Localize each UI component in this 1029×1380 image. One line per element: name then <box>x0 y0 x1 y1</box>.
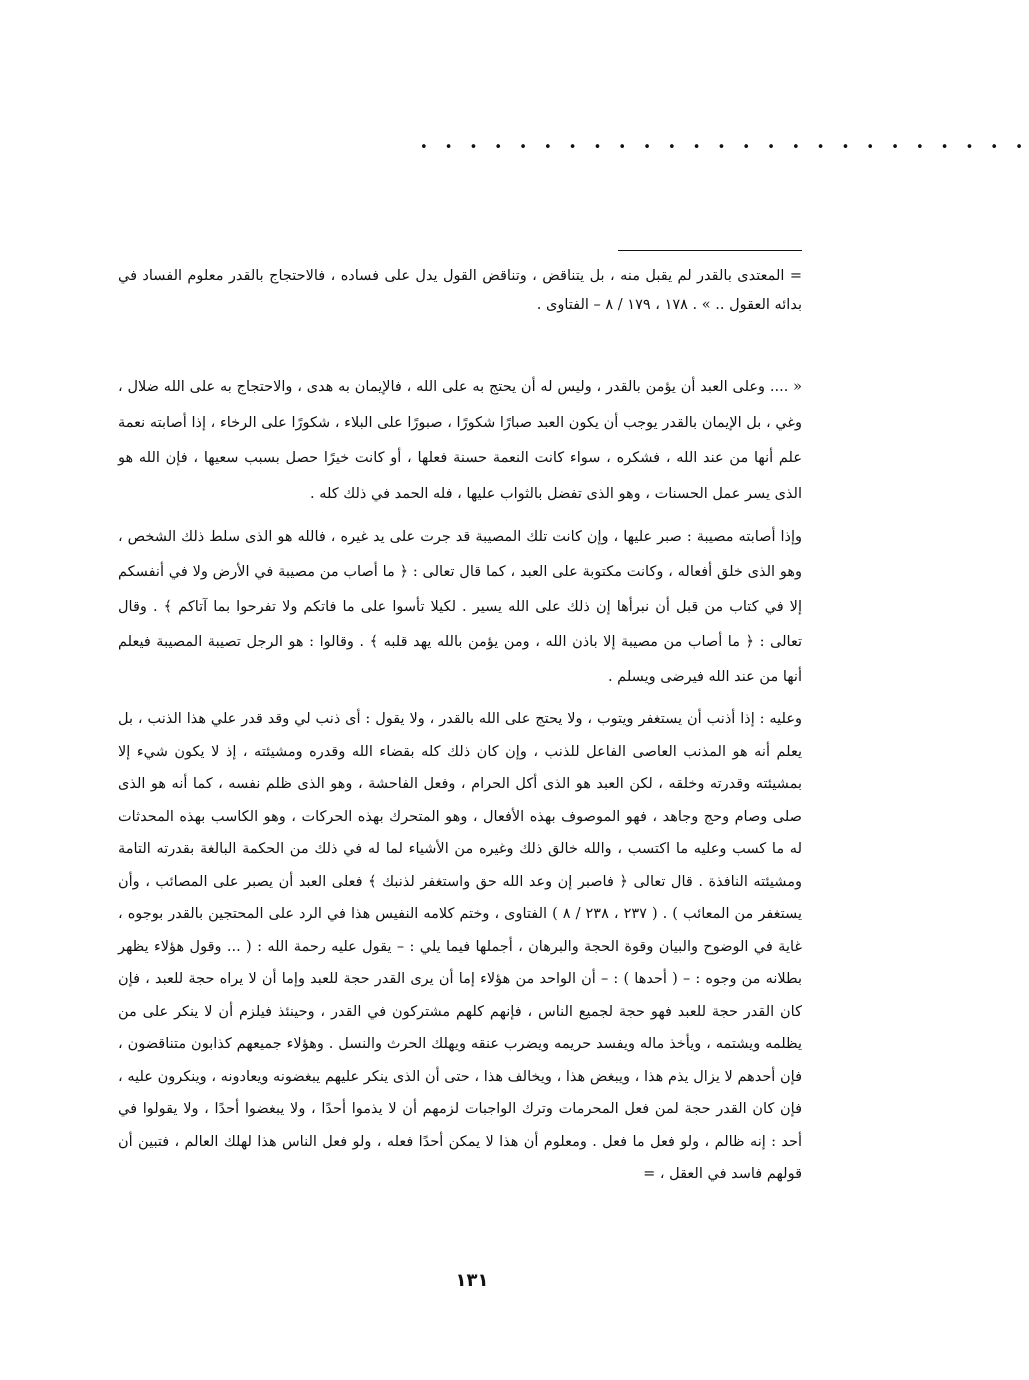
paragraph-1 <box>118 370 802 512</box>
paragraph-text: وإذا أصابته مصيبة : صبر عليها ، وإن كانت تلك المصيبة قد جرت على يد غيره ، فالله هو الذى سلط ذلك الشخص ، وهو الذى خلق أفعاله ، وكانت مكتوبة على العبد ، كما قال تعالى : ﴿ ما أصاب من مصيبة في الأرض ولا في أنفسكم إلا في كتاب من قبل أن نبرأها إن ذلك على الله يسير . لكيلا تأسوا على ما فاتكم ولا تفرحوا بما آتاكم ﴾ . وقال تعالى : ﴿ ما أصاب من مصيبة إلا باذن الله ، ومن يؤمن بالله يهد قلبه ﴾ . وقالوا : هو الرجل تصيبة المصيبة فيعلم أنها من عند الله فيرضى ويسلم . <box>118 529 802 685</box>
ornamental-dot-row: • • • • • • • • • • • • • • • • • • • • • • • • • <box>420 140 1029 155</box>
paragraph-2 <box>118 520 802 695</box>
paragraph-text: وعليه : إذا أذنب أن يستغفر ويتوب ، ولا يحتج على الله بالقدر ، ولا يقول : أى ذنب لي وقد قدر علي هذا الذنب ، بل يعلم أنه هو المذنب العاصى الفاعل للذنب ، وإن كان ذلك كله بقضاء الله وقدره ومشيئته ، إذ لا يكون شيء إلا بمشيئته وقدرته وخلقه ، لكن العبد هو الذى أكل الحرام ، وفعل الفاحشة ، وهو الذى ظلم نفسه ، كما أنه هو الذى صلى وصام وحج وجاهد ، فهو الموصوف بهذه الأفعال ، وهو المتحرك بهذه الحركات ، وهو الكاسب بهذه المحدثات له ما كسب وعليه ما اكتسب ، والله خالق ذلك وغيره من الأشياء لما له في ذلك من الحكمة البالغة بقدرته التامة ومشيئته النافذة . قال تعالى ﴿ فاصبر إن وعد الله حق واستغفر لذنبك ﴾ فعلى العبد أن يصبر على المصائب ، وأن يستغفر من المعائب ) . ( ٢٣٧ ، ٢٣٨ / ٨ ) الفتاوى ، وختم كلامه النفيس هذا في الرد على المحتجين بالقدر بوجوه ، غاية في الوضوح والبيان وقوة الحجة والبرهان ، أجملها فيما يلي : – يقول عليه رحمة الله : ( ... وقول هؤلاء يظهر بطلانه من وجوه : – ( أحدها ) : – أن الواحد من هؤلاء إما أن يرى القدر حجة للعبد وإما أن لا يراه حجة للعبد ، فإن كان القدر حجة للعبد فهو حجة لجميع الناس ، فإنهم كلهم مشتركون في القدر ، وحينئذ فيلزم أن لا ينكر على من يظلمه ويشتمه ، ويأخذ ماله ويفسد حريمه ويضرب عنقه ويهلك الحرث والنسل . وهؤلاء جميعهم كذابون متناقضون ، فإن أحدهم لا يزال يذم هذا ، ويبغض هذا ، ويخالف هذا ، حتى أن الذى ينكر عليهم يبغضونه ويعادونه ، وينكرون عليه ، فإن كان القدر حجة لمن فعل المحرمات وترك الواجبات لزمهم أن لا يذموا أحدًا ، ولا يبغضوا أحدًا ، ولا يقولوا في أحد : إنه ظالم ، ولو فعل ما فعل . ومعلوم أن هذا لا يمكن أحدًا فعله ، ولو فعل الناس هذا لهلك العالم ، فتبين أن قولهم فاسد في العقل ، = <box>118 711 802 1182</box>
footnote-continuation <box>118 262 802 320</box>
footnote-text: = المعتدى بالقدر لم يقبل منه ، بل يتناقض ، وتناقض القول يدل على فساده ، فالاحتجاج بالقدر معلوم الفساد في بدائه العقول .. » . ١٧٨ ، ١٧٩ / ٨ – الفتاوى . <box>118 268 802 313</box>
page-number: ١٣١ <box>455 1270 489 1291</box>
paragraph-3 <box>118 703 802 1191</box>
footnote-separator <box>618 250 802 251</box>
paragraph-text: « .... وعلى العبد أن يؤمن بالقدر ، وليس له أن يحتج به على الله ، فالإيمان به هدى ، والاحتجاج به على الله ضلال ، وغي ، بل الإيمان بالقدر يوجب أن يكون العبد صبارًا شكورًا ، صبورًا على البلاء ، شكورًا على الرخاء ، إذا أصابته نعمة علم أنها من عند الله ، فشكره ، سواء كانت النعمة حسنة فعلها ، أو كانت خيرًا حصل بسبب سعيها ، فإن الله هو الذى يسر عمل الحسنات ، وهو الذى تفضل بالثواب عليها ، فله الحمد في ذلك كله . <box>118 379 802 502</box>
